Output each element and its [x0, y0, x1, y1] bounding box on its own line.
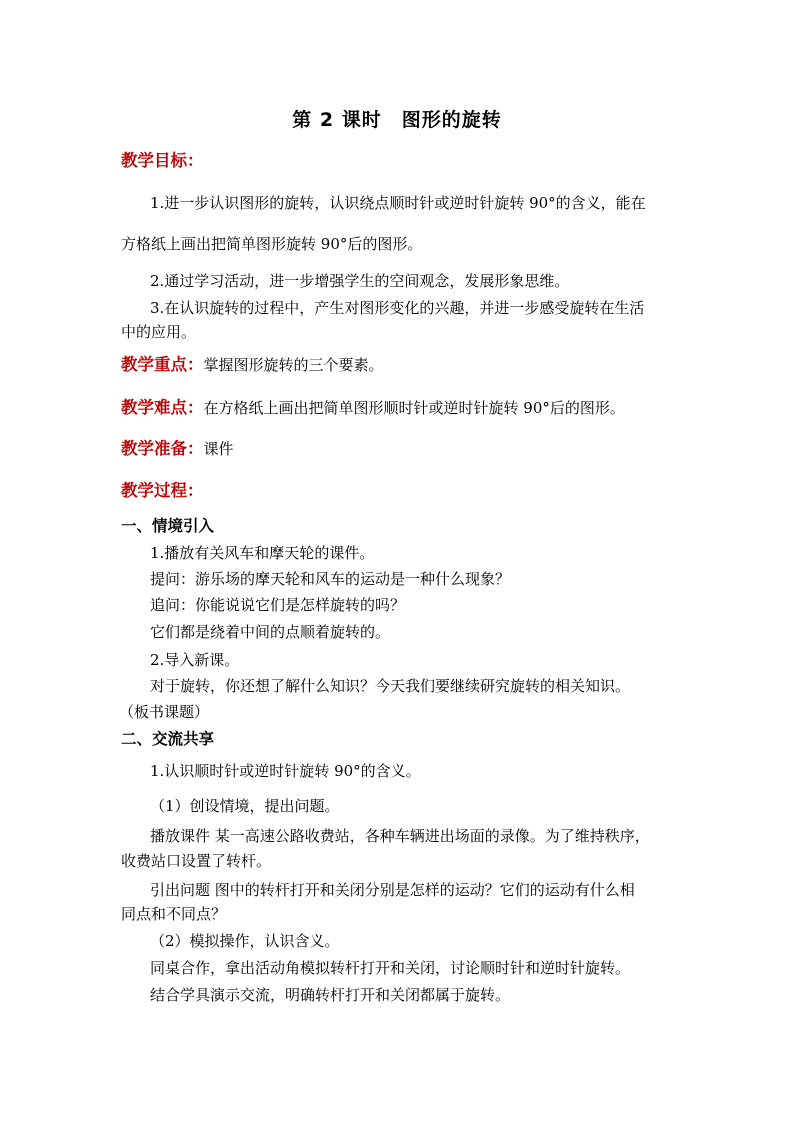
section-2-line: 同桌合作，拿出活动角模拟转杆打开和关闭，讨论顺时针和逆时针旋转。 — [150, 959, 631, 977]
difficulty-section — [121, 397, 625, 419]
preparation-text: 课件 — [203, 440, 234, 458]
objective-line-4: 3.在认识旋转的过程中，产生对图形变化的兴趣，并进一步感受旋转在生活 — [150, 299, 645, 317]
objective-line-3: 2.通过学习活动，进一步增强学生的空间观念，发展形象思维。 — [150, 272, 570, 290]
preparation-label: 教学准备： — [121, 439, 204, 458]
objective-line-1: 1.进一步认识图形的旋转，认识绕点顺时针或逆时针旋转 90°的含义，能在 — [150, 194, 646, 212]
section-2-line: 收费站口设置了转杆。 — [121, 852, 272, 870]
objectives-label: 教学目标： — [121, 151, 204, 170]
process-section — [121, 480, 204, 502]
objective-line-5: 中的应用。 — [121, 323, 197, 341]
section-1-line: 2.导入新课。 — [150, 651, 240, 669]
section-1-line: 它们都是绕着中间的点顺着旋转的。 — [150, 623, 391, 641]
difficulty-label: 教学难点： — [121, 398, 204, 417]
page-title: 第 2 课时 图形的旋转 — [292, 109, 502, 131]
difficulty-text: 在方格纸上画出把简单图形顺时针或逆时针旋转 90°后的图形。 — [203, 399, 625, 417]
section-1-line: （板书课题） — [119, 703, 210, 721]
process-label: 教学过程： — [121, 481, 204, 500]
section-1-heading: 一、情境引入 — [121, 517, 215, 535]
key-point-section — [121, 354, 384, 376]
key-point-label: 教学重点： — [121, 355, 204, 374]
section-2-line: 引出问题 图中的转杆打开和关闭分别是怎样的运动？它们的运动有什么相 — [150, 881, 635, 899]
section-2-line: 同点和不同点？ — [121, 905, 227, 923]
preparation-section — [121, 438, 234, 460]
section-2-line: 结合学具演示交流，明确转杆打开和关闭都属于旋转。 — [150, 986, 511, 1004]
objective-line-2: 方格纸上画出把简单图形旋转 90°后的图形。 — [121, 235, 423, 253]
objectives-section — [121, 150, 204, 172]
section-1-line: 提问：游乐场的摩天轮和风车的运动是一种什么现象？ — [150, 570, 511, 588]
section-2-line: （1）创设情境，提出问题。 — [150, 797, 340, 815]
section-1-line: 1.播放有关风车和摩天轮的课件。 — [150, 544, 375, 562]
section-2-heading: 二、交流共享 — [121, 730, 215, 748]
section-2-line: 播放课件 某一高速公路收费站，各种车辆进出场面的录像。为了维持秩序， — [150, 827, 650, 845]
section-2-line: （2）模拟操作，认识含义。 — [150, 932, 340, 950]
section-2-line: 1.认识顺时针或逆时针旋转 90°的含义。 — [150, 762, 421, 780]
section-1-line: 追问：你能说说它们是怎样旋转的吗？ — [150, 596, 406, 614]
section-1-line: 对于旋转，你还想了解什么知识？今天我们要继续研究旋转的相关知识。 — [150, 677, 631, 695]
key-point-text: 掌握图形旋转的三个要素。 — [203, 356, 384, 374]
